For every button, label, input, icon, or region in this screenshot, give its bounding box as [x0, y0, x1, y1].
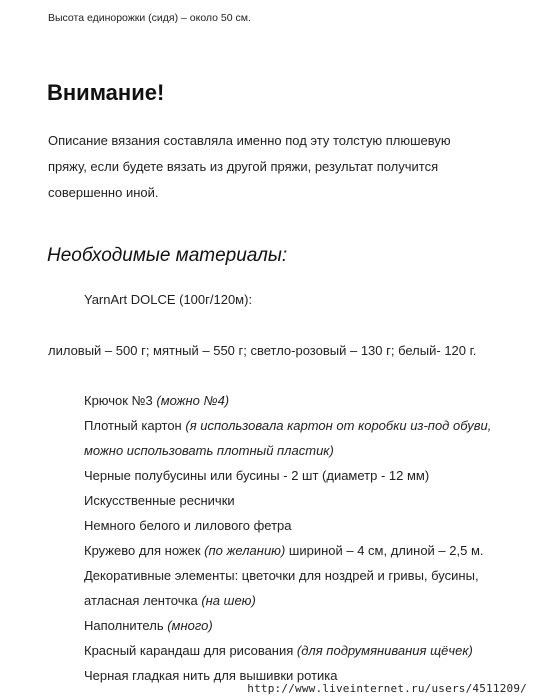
list-item: Плотный картон (я использовала картон от коробки из-под обуви, [84, 418, 492, 433]
warning-paragraph [48, 128, 488, 206]
warning-line: пряжу, если будете вязать из другой пряжи, результат получится [48, 159, 439, 174]
list-item: Крючок №3 (можно №4) [84, 393, 230, 408]
materials-heading: Необходимые материалы: [47, 245, 288, 266]
list-item: можно использовать плотный пластик) [84, 443, 334, 458]
warning-line: Описание вязания составляла именно под эту толстую плюшевую [48, 133, 451, 148]
list-item: Красный карандаш для рисования (для подрумянивания щёчек) [84, 643, 473, 658]
list-item: Черные полубусины или бусины - 2 шт (диаметр - 12 мм) [84, 468, 430, 483]
list-item: Наполнитель (много) [84, 618, 213, 633]
yarn-colors-line: лиловый – 500 г; мятный – 550 г; светло-розовый – 130 г; белый- 120 г. [48, 343, 477, 358]
yarn-line: YarnArt DOLCE (100г/120м): [84, 292, 253, 307]
list-item: Декоративные элементы: цветочки для ноздрей и гривы, бусины, [84, 568, 479, 583]
list-item: Черная гладкая нить для вышивки ротика [84, 668, 338, 683]
list-item: атласная ленточка (на шею) [84, 593, 256, 608]
list-item: Немного белого и лилового фетра [84, 518, 292, 533]
height-note: Высота единорожки (сидя) – около 50 см. [48, 12, 251, 24]
list-item: Искусственные реснички [84, 493, 235, 508]
watermark-url: http://www.liveinternet.ru/users/4511209/ [247, 682, 527, 695]
list-item: Кружево для ножек (по желанию) шириной – 4 см, длиной – 2,5 м. [84, 543, 484, 558]
materials-list [84, 388, 524, 688]
warning-line: совершенно иной. [48, 185, 159, 200]
warning-heading: Внимание! [47, 80, 165, 105]
